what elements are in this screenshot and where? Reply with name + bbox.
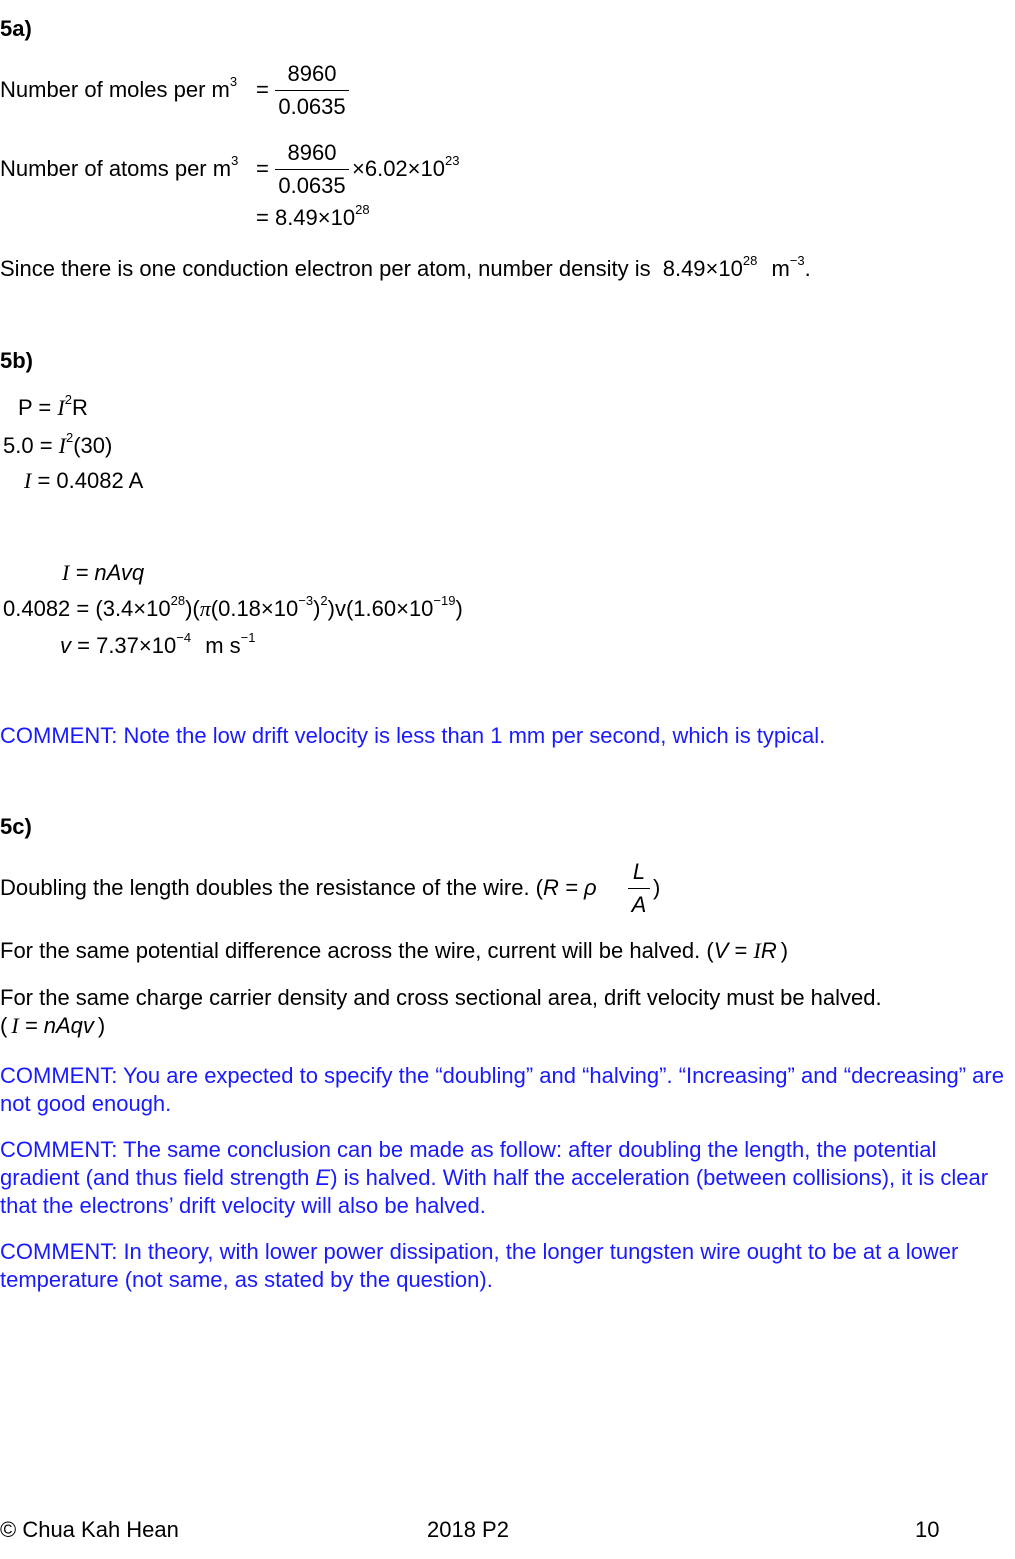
equals-sign: = <box>256 156 269 181</box>
drift-velocity-result: $v = 7.37\times 10^{-4}$ m $s^{-1}$ <box>60 630 256 658</box>
fraction-bar <box>628 888 650 889</box>
atoms-result: = $8.49\times 10^{28}$ <box>256 202 370 230</box>
heading-5c: 5c) <box>0 814 32 839</box>
atoms-fraction <box>275 140 349 199</box>
fraction-denominator: 0.0635 <box>278 173 346 198</box>
footer-copyright: © Chua Kah Hean <box>0 1517 179 1542</box>
current-result: I = 0.4082 A <box>24 468 144 493</box>
drift-equation: I = nAvq <box>62 560 145 585</box>
fraction-numerator: 8960 <box>287 61 337 86</box>
drift-statement: For the same charge carrier density and cross sectional area, drift velocity must be halved. <box>0 985 882 1010</box>
number-density-statement: Since there is one conduction electron per atom, number density is $8.49\times 10^{28}$ $m^{-3}$. <box>0 253 811 281</box>
drift-statement-formula: ( I = nAqv ) <box>0 1013 106 1038</box>
current-statement: For the same potential difference across the wire, current will be halved. (V = IR ) <box>0 938 789 963</box>
comment-doubling-halving: COMMENT: You are expected to specify the “doubling” and “halving”. “Increasing” and “decreasing” are not good enough. <box>0 1063 1004 1116</box>
equals-sign: = <box>256 77 269 102</box>
moles-fraction <box>275 61 349 120</box>
power-substitution: $5.0 = I^2(30)$ <box>3 430 113 458</box>
heading-5a: 5a) <box>0 16 32 41</box>
footer-page-number: 10 <box>915 1517 940 1542</box>
comment-temperature: COMMENT: In theory, with lower power dissipation, the longer tungsten wire ought to be at a lower temperature (not same, as stated by the question). <box>0 1239 959 1292</box>
fraction-bar <box>275 169 349 170</box>
comment-field-strength: COMMENT: The same conclusion can be made as follow: after doubling the length, the potential gradient (and thus field strength E) is halved. With half the acceleration (between collisions), it is clear that the electrons’ drift velocity will also be halved. <box>0 1137 989 1218</box>
fraction-bar <box>275 90 349 91</box>
comment-drift-velocity: COMMENT: Note the low drift velocity is less than 1 mm per second, which is typical. <box>0 723 826 748</box>
drift-substitution: $0.4082 = (3.4\times 10^{28})(\pi(0.18\times 10^{-3})^2)v(1.60\times 10^{-19})$ <box>3 593 463 621</box>
fraction-numerator: 8960 <box>287 140 337 165</box>
moles-label: Number of moles per $m^3$ <box>0 74 238 102</box>
fraction-numerator: L <box>632 859 646 884</box>
footer-paper: 2018 P2 <box>427 1517 509 1542</box>
fraction-denominator: 0.0635 <box>278 94 346 119</box>
length-over-area-fraction <box>628 859 650 918</box>
resistance-statement: Doubling the length doubles the resistance of the wire. (R = ρ <box>0 875 597 900</box>
atoms-label: Number of atoms per $m^3$ <box>0 153 239 181</box>
avogadro-multiplier: $\times 6.02\times 10^{23}$ <box>352 153 460 181</box>
fraction-denominator: A <box>631 892 647 917</box>
resistance-close-paren: ) <box>653 875 661 900</box>
power-equation: $P = I^2R$ <box>18 392 88 420</box>
heading-5b: 5b) <box>0 348 33 373</box>
